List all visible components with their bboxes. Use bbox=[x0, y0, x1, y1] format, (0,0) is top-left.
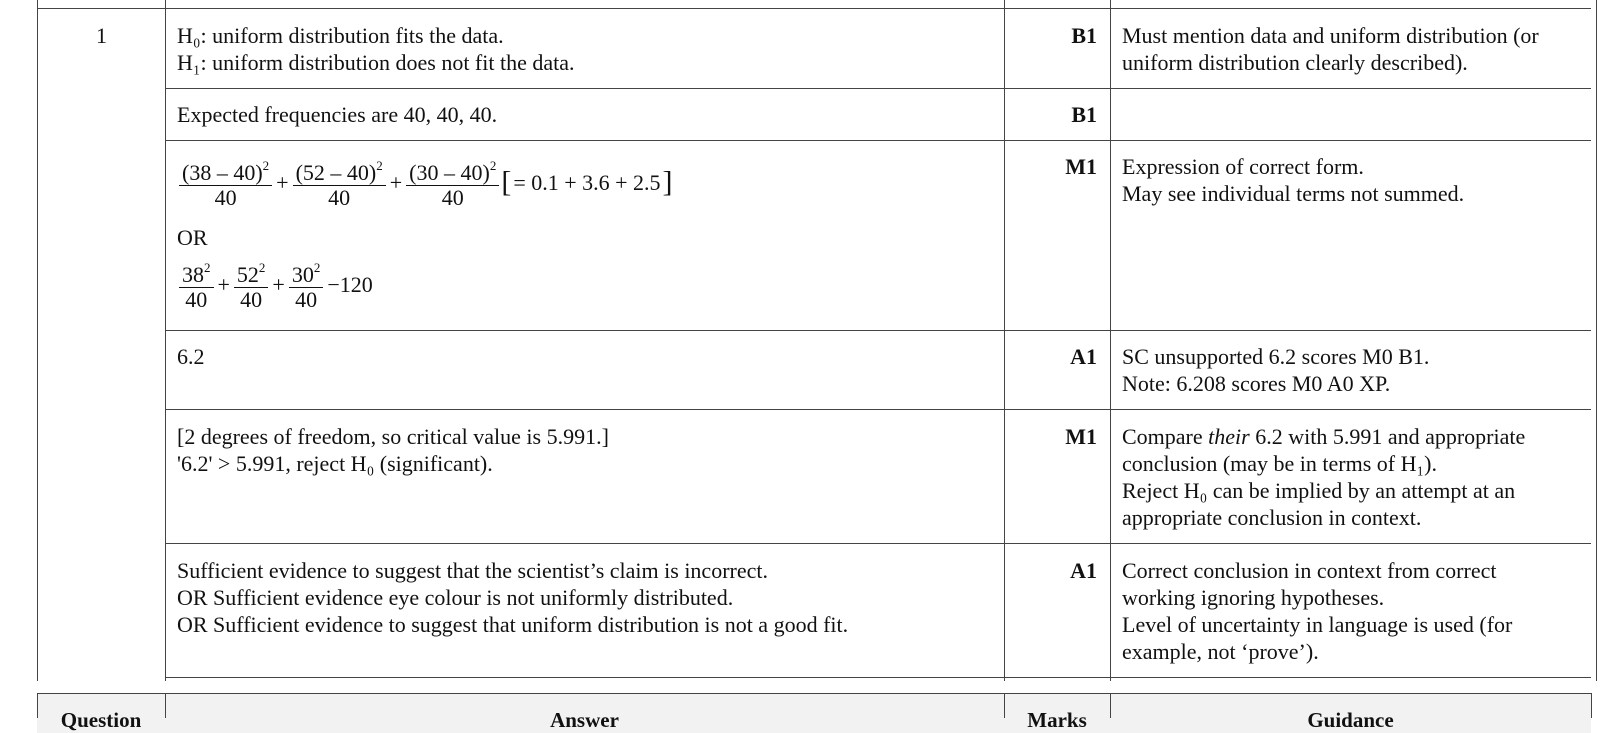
answer-line: '6.2' > 5.991, reject H₀ (significant). bbox=[177, 451, 493, 476]
row-divider bbox=[165, 543, 1591, 544]
mark-code: A1 bbox=[1070, 558, 1097, 583]
guidance-line: Compare their 6.2 with 5.991 and appropriate bbox=[1122, 424, 1526, 449]
column-divider bbox=[1596, 0, 1597, 681]
fraction: $\frac{52^2}{40}$ bbox=[234, 256, 269, 312]
guidance-line: Note: 6.208 scores M0 A0 XP. bbox=[1122, 371, 1391, 396]
row-divider bbox=[37, 8, 1591, 9]
column-divider bbox=[37, 0, 38, 681]
guidance-line: uniform distribution clearly described). bbox=[1122, 50, 1468, 75]
guidance-line: Expression of correct form. bbox=[1122, 154, 1364, 179]
header-answer: Answer bbox=[550, 708, 619, 732]
guidance-line: Level of uncertainty in language is used (for bbox=[1122, 612, 1513, 637]
mark-code: M1 bbox=[1065, 424, 1097, 449]
row-divider bbox=[165, 409, 1591, 410]
guidance-line: example, not ‘prove’). bbox=[1122, 639, 1319, 664]
column-divider bbox=[1004, 0, 1005, 681]
column-divider bbox=[165, 0, 166, 681]
header-marks: Marks bbox=[1027, 708, 1087, 732]
answer-line: OR Sufficient evidence eye colour is not uniformly distributed. bbox=[177, 585, 734, 610]
fraction: $\frac{38^2}{40}$ bbox=[179, 256, 214, 312]
guidance-line: appropriate conclusion in context. bbox=[1122, 505, 1422, 530]
row-divider bbox=[165, 677, 1591, 678]
guidance-line: Correct conclusion in context from correct bbox=[1122, 558, 1497, 583]
fraction: $\frac{(38 - 40)^2}{40}$ bbox=[179, 154, 272, 210]
row-divider bbox=[37, 693, 1591, 694]
fraction: $\frac{30^2}{40}$ bbox=[289, 256, 324, 312]
row-divider bbox=[165, 140, 1591, 141]
column-divider bbox=[1591, 693, 1592, 718]
answer-line: Sufficient evidence to suggest that the scientist’s claim is incorrect. bbox=[177, 558, 768, 583]
mark-code: B1 bbox=[1071, 23, 1097, 48]
guidance-line: Must mention data and uniform distribution (or bbox=[1122, 23, 1539, 48]
fraction: $\frac{(30 - 40)^2}{40}$ bbox=[406, 154, 499, 210]
alt-tail: −120 bbox=[327, 271, 373, 297]
question-number: 1 bbox=[96, 23, 107, 48]
guidance-line: working ignoring hypotheses. bbox=[1122, 585, 1385, 610]
answer-line: OR Sufficient evidence to suggest that uniform distribution is not a good fit. bbox=[177, 612, 849, 637]
answer-line: 6.2 bbox=[177, 344, 205, 369]
guidance-line: Reject H₀ can be implied by an attempt at an bbox=[1122, 478, 1516, 503]
chi-squared-formula: $\frac{(38 - 40)^2}{40}$ + $\frac{(52 - 40)^2}{40}$ + $\frac{(30 - 40)^2}{40}$ [= 0.1 + 3.6 + 2.5] bbox=[177, 154, 673, 210]
formula-bracket-text: = 0.1 + 3.6 + 2.5 bbox=[513, 169, 661, 195]
fraction: $\frac{(52 - 40)^2}{40}$ bbox=[293, 154, 386, 210]
answer-line: H₀: uniform distribution fits the data. bbox=[177, 23, 504, 48]
alt-formula: $\frac{38^2}{40}$ + $\frac{52^2}{40}$ + $\frac{30^2}{40}$ −120 bbox=[177, 256, 375, 312]
column-divider bbox=[1110, 0, 1111, 681]
answer-line: Expected frequencies are 40, 40, 40. bbox=[177, 102, 498, 127]
answer-line: [2 degrees of freedom, so critical value is 5.991.] bbox=[177, 424, 609, 449]
row-divider bbox=[165, 330, 1591, 331]
mark-code: A1 bbox=[1070, 344, 1097, 369]
row-divider bbox=[165, 88, 1591, 89]
header-question: Question bbox=[60, 708, 142, 732]
header-guidance: Guidance bbox=[1307, 708, 1394, 732]
guidance-line: SC unsupported 6.2 scores M0 B1. bbox=[1122, 344, 1430, 369]
or-label: OR bbox=[177, 225, 208, 250]
guidance-line: conclusion (may be in terms of H₁). bbox=[1122, 451, 1437, 476]
mark-code: M1 bbox=[1065, 154, 1097, 179]
answer-line: H₁: uniform distribution does not fit the data. bbox=[177, 50, 575, 75]
mark-code: B1 bbox=[1071, 102, 1097, 127]
guidance-line: May see individual terms not summed. bbox=[1122, 181, 1465, 206]
